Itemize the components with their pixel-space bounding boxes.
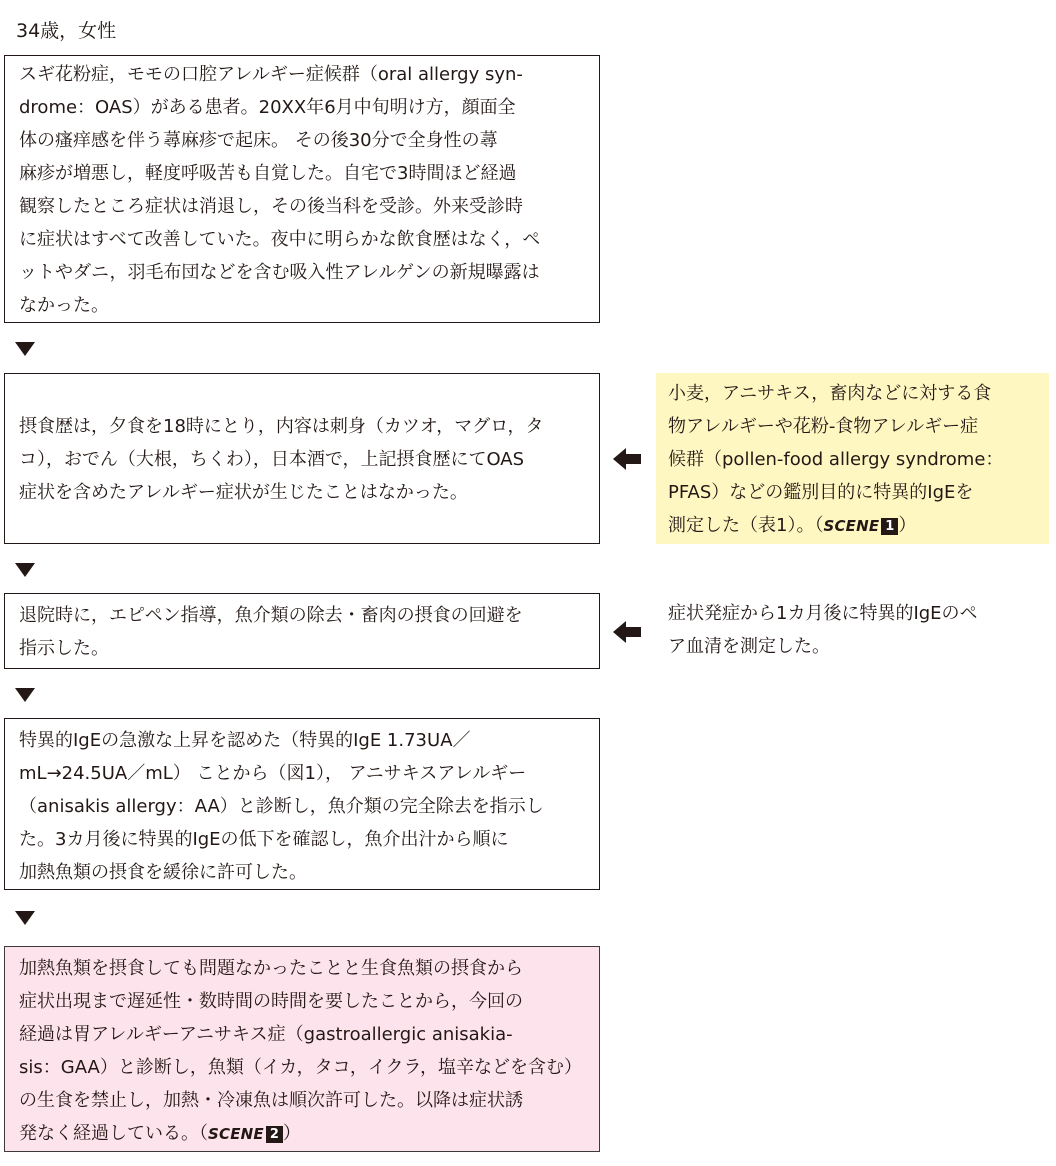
scene-label: SCENE xyxy=(208,1125,264,1143)
note-text: ） xyxy=(898,515,917,536)
note-line xyxy=(668,509,1039,543)
box-line: コ），おでん（大根，ちくわ），日本酒で，上記摂食歴にてOAS xyxy=(19,449,525,470)
box-line: mL→24.5UA／mL） ことから（図1）， アニサキスアレルギー xyxy=(19,763,527,784)
note-line: ア血清を測定した。 xyxy=(668,636,830,657)
scene-label: SCENE xyxy=(823,517,880,535)
box-line: に症状はすべて改善していた。夜中に明らかな飲食歴はなく，ペ xyxy=(19,229,541,250)
box-line: 特異的IgEの急激な上昇を認めた（特異的IgE 1.73UA／ xyxy=(19,730,471,751)
down-arrow-icon xyxy=(15,911,35,925)
side-note-paired-serum xyxy=(656,597,1049,667)
scene-number-badge: 2 xyxy=(266,1126,283,1143)
box-line: 摂食歴は，夕食を18時にとり，内容は刺身（カツオ，マグロ，タ xyxy=(19,416,544,437)
note-line: 症状発症から1カ月後に特異的IgEのペ xyxy=(668,603,978,624)
box-line: なかった。 xyxy=(19,295,109,316)
box-line: 麻疹が増悪し，軽度呼吸苦も自覚した。自宅で3時間ほど経過 xyxy=(19,163,517,184)
box-line xyxy=(19,1117,589,1151)
box-line: スギ花粉症，モモの口腔アレルギー症候群（oral allergy syn- xyxy=(19,64,523,85)
box-line: ットやダニ，羽毛布団などを含む吸入性アレルゲンの新規曝露は xyxy=(19,262,540,283)
box-text: 発なく経過している。（ xyxy=(19,1123,208,1144)
flow-box-initial-presentation xyxy=(4,55,600,323)
box-line: の生食を禁止し，加熱・冷凍魚は順次許可した。以降は症状誘 xyxy=(19,1090,523,1111)
box-text: ） xyxy=(282,1123,301,1144)
flow-box-anisakis-diagnosis xyxy=(4,718,600,890)
note-line: PFAS）などの鑑別目的に特異的IgEを xyxy=(668,482,974,503)
box-line: 観察したところ症状は消退し，その後当科を受診。外来受診時 xyxy=(19,196,523,217)
note-line: 候群（pollen-food allergy syndrome： xyxy=(668,449,1004,470)
box-line: 指示した。 xyxy=(19,638,109,659)
box-line: 退院時に，エピペン指導，魚介類の除去・畜肉の摂食の回避を xyxy=(19,605,523,626)
box-line: （anisakis allergy：AA）と診断し，魚介類の完全除去を指示し xyxy=(19,796,544,817)
box-line: た。3カ月後に特異的IgEの低下を確認し，魚介出汁から順に xyxy=(19,829,509,850)
note-line: 小麦，アニサキス，畜肉などに対する食 xyxy=(668,383,992,404)
note-line: 物アレルギーや花粉-食物アレルギー症 xyxy=(668,416,979,437)
box-line: 経過は胃アレルギーアニサキス症（gastroallergic anisakia- xyxy=(19,1024,513,1045)
box-line: sis：GAA）と診断し，魚類（イカ，タコ，イクラ，塩辛などを含む） xyxy=(19,1057,583,1078)
left-arrow-icon xyxy=(613,621,641,643)
down-arrow-icon xyxy=(15,342,35,356)
down-arrow-icon xyxy=(15,563,35,577)
note-text: 測定した（表1）。（ xyxy=(668,515,824,536)
box-line: 症状出現まで遅延性・数時間の時間を要したことから，今回の xyxy=(19,991,523,1012)
box-line: 加熱魚類を摂食しても問題なかったことと生食魚類の摂食から xyxy=(19,958,523,979)
case-label: 34歳，女性 xyxy=(16,20,117,42)
side-note-ige-test xyxy=(656,373,1049,544)
box-line: drome：OAS）がある患者。20XX年6月中旬明け方，顔面全 xyxy=(19,97,516,118)
box-line: 体の瘙痒感を伴う蕁麻疹で起床。 その後30分で全身性の蕁 xyxy=(19,130,498,151)
flow-box-gaa-diagnosis xyxy=(4,946,600,1152)
scene-number-badge: 1 xyxy=(881,518,898,535)
box-line: 症状を含めたアレルギー症状が生じたことはなかった。 xyxy=(19,482,468,503)
down-arrow-icon xyxy=(15,688,35,702)
box-line: 加熱魚類の摂食を緩徐に許可した。 xyxy=(19,862,307,883)
flow-box-discharge xyxy=(4,593,600,669)
flow-box-dietary-history xyxy=(4,373,600,544)
left-arrow-icon xyxy=(613,448,641,470)
